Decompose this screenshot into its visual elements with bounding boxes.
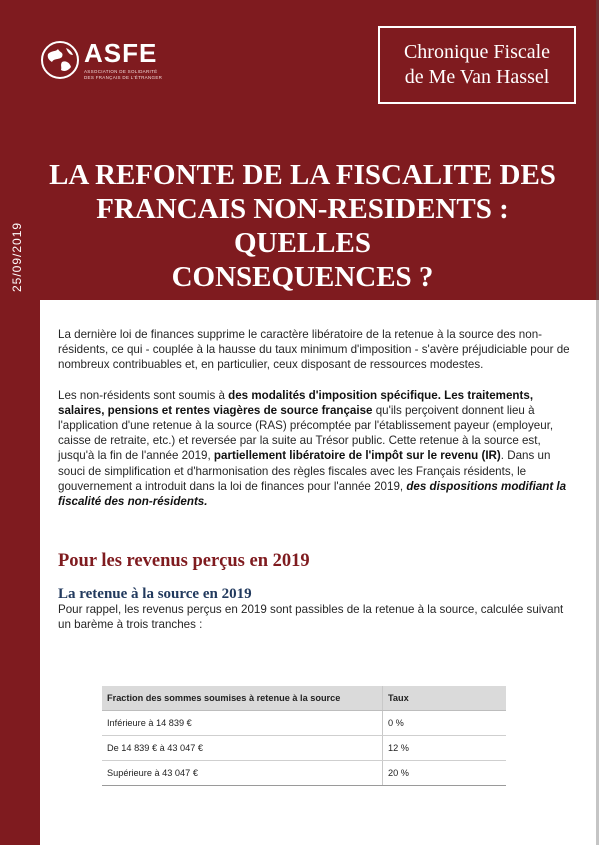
title-line-3: CONSEQUENCES ? xyxy=(171,261,434,293)
table-header-rate: Taux xyxy=(383,686,507,711)
paragraph-2 xyxy=(58,388,572,510)
paragraph-2-text-2: qu'ils perçoivent donnent lieu à l'application d'une retenue à la source (RAS) précomptée par l'établissement payeur (employeur, caisse de retraite, etc.) et reversée par la suite au Trésor public. Cette retenue à la source est, jusqu'à la fin de l'année 2019, xyxy=(58,403,554,463)
paragraph-1: La dernière loi de finances supprime le caractère libératoire de la retenue à la source des non-résidents, ce qui - couplée à la hausse du taux minimum d'imposition - s'avère préjudiciable pour de nombreux contribuables et, en particulier, ceux disposant de ressources modestes. xyxy=(58,328,570,372)
subsection-heading: La retenue à la source en 2019 xyxy=(58,586,252,602)
section-heading: Pour les revenus perçus en 2019 xyxy=(58,551,310,571)
title-line-2: FRANCAIS NON-RESIDENTS : QUELLES xyxy=(96,193,509,259)
table-cell-rate: 12 % xyxy=(383,736,507,761)
asfe-logo xyxy=(40,38,163,88)
table-cell-rate: 0 % xyxy=(383,711,507,736)
table-header-fraction: Fraction des sommes soumises à retenue à la source xyxy=(102,686,383,711)
logo-tagline-2: DES FRANÇAIS DE L'ÉTRANGER xyxy=(84,75,163,80)
tax-rate-table xyxy=(102,686,506,786)
table-header-row xyxy=(102,686,506,711)
paragraph-2-bold-2: partiellement libératoire de l'impôt sur le revenu (IR) xyxy=(213,449,501,463)
chronicle-line-2: de Me Van Hassel xyxy=(404,66,550,88)
logo-wordmark: ASFE xyxy=(84,38,158,68)
chronicle-label-box xyxy=(378,26,576,104)
article-body xyxy=(58,327,572,524)
globe-icon xyxy=(40,40,80,80)
chronicle-line-1: Chronique Fiscale xyxy=(403,41,551,63)
table-cell-rate: 20 % xyxy=(383,761,507,786)
table-row xyxy=(102,761,506,786)
paragraph-2-bold-3: des dispositions modifiant la fiscalité des non-résidents. xyxy=(58,479,567,509)
table-cell-bracket: Supérieure à 43 047 € xyxy=(102,761,383,786)
table-cell-bracket: De 14 839 € à 43 047 € xyxy=(102,736,383,761)
title-line-1: LA REFONTE DE LA FISCALITE DES xyxy=(49,159,556,191)
table-cell-bracket: Inférieure à 14 839 € xyxy=(102,711,383,736)
table-row xyxy=(102,711,506,736)
table-row xyxy=(102,736,506,761)
publication-date: 25/09/2019 xyxy=(10,221,24,292)
side-band xyxy=(0,300,40,845)
paragraph-2-text-3: . Dans un souci de simplification et d'harmonisation des règles fiscales avec les Français résidents, le gouvernement a introduit dans la loi de finances pour l'année 2019, xyxy=(58,449,551,493)
page-title xyxy=(30,158,575,294)
table-intro: Pour rappel, les revenus perçus en 2019 sont passibles de la retenue à la source, calculée suivant un barème à trois tranches : xyxy=(58,603,564,632)
paragraph-2-text-1: Les non-résidents sont soumis à xyxy=(58,388,229,402)
logo-tagline-1: ASSOCIATION DE SOLIDARITÉ xyxy=(84,69,158,74)
paragraph-2-bold-1: des modalités d'imposition spécifique. Les traitements, salaires, pensions et rentes viagères de source française xyxy=(58,388,534,417)
